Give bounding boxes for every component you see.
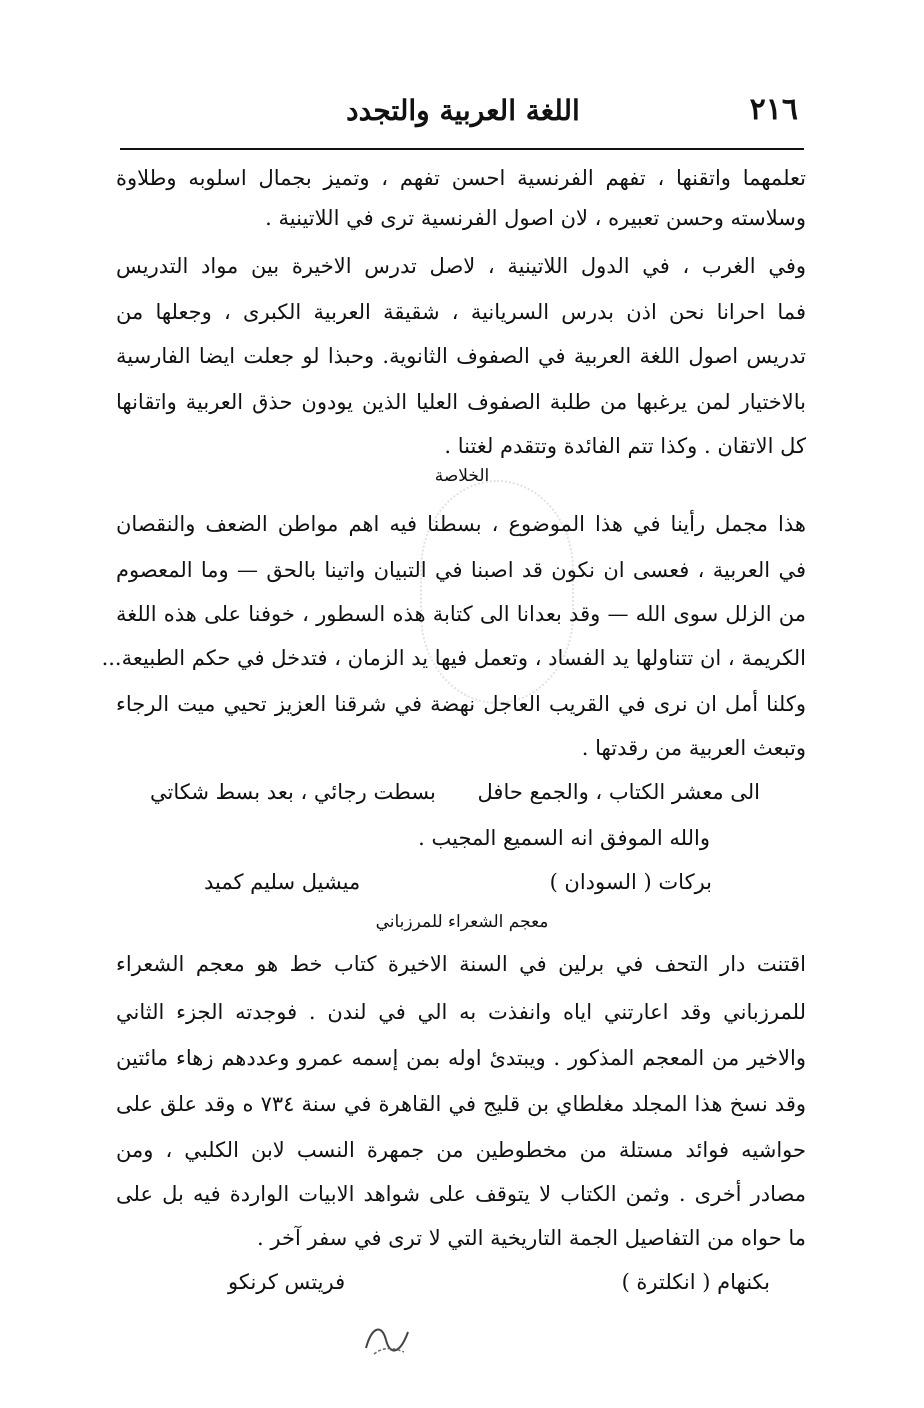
body-line: حواشيه فوائد مستلة من مخطوطين من جمهرة النسب لابن الكلبي ، ومن [116,1138,806,1162]
body-line: للمرزباني وقد اعارتني اياه وانفذت به الي في لندن . فوجدته الجزء الثاني [116,1000,806,1024]
body-line: وكلنا أمل ان نرى في القريب العاجل نهضة في شرقنا العزيز تحيي ميت الرجاء [116,692,806,716]
body-line: وتبعث العربية من رقدتها . [581,736,806,760]
body-line: هذا مجمل رأينا في هذا الموضوع ، بسطنا فيه اهم مواطن الضعف والنقصان [116,512,806,536]
body-line: بالاختيار لمن يرغبها من طلبة الصفوف العليا الذين يودون حذق العربية واتقانها [116,390,806,414]
body-line: ما حواه من التفاصيل الجمة التاريخية التي لا ترى في سفر آخر . [257,1226,806,1250]
body-line: وسلاسته وحسن تعبيره ، لان اصول الفرنسية ترى في اللاتينية . [265,206,806,230]
body-line: كل الاتقان . وكذا تتم الفائدة وتتقدم لغتنا . [444,434,806,458]
signature-place: بركات ( السودان ) [549,870,712,894]
verse-left-hemistich: بسطت رجائي ، بعد بسط شكاتي [150,780,436,804]
page-number: ٢١٦ [749,92,798,127]
verse-right-hemistich: الى معشر الكتاب ، والجمع حافل [477,780,760,804]
running-title: اللغة العربية والتجدد [346,94,580,127]
body-line: تعلمهما واتقنها ، تفهم الفرنسية احسن تفهم ، وتميز بجمال اسلوبه وطلاوة [116,166,806,190]
body-line: الكريمة ، ان تتناولها يد الفساد ، وتعمل فيها يد الزمان ، فتدخل في حكم الطبيعة... [101,646,806,670]
page-header [128,92,798,138]
conclusion-heading: الخلاصة [434,466,490,486]
body-line: وقد نسخ هذا المجلد مغلطاي بن قليج في القاهرة في سنة ٧٣٤ ه وقد علق على [116,1092,807,1116]
closing-line: والله الموفق انه السميع المجيب . [418,826,710,850]
section-heading: معجم الشعراء للمرزباني [375,912,549,932]
body-line: اقتنت دار التحف في برلين في السنة الاخيرة كتاب خط هو معجم الشعراء [116,952,806,976]
body-line: تدريس اصول اللغة العربية في الصفوف الثانوية. وحبذا لو جعلت ايضا الفارسية [116,344,806,368]
body-line: فما احرانا نحن اذن بدرس السريانية ، شقيقة العربية الكبرى ، وجعلها من [116,300,806,324]
header-rule [120,148,804,150]
signature-name: ميشيل سليم كميد [204,870,361,894]
body-line: في العربية ، فعسى ان نكون قد اصبنا في التبيان واتينا بالحق — وما المعصوم [116,558,806,582]
body-line: وفي الغرب ، في الدول اللاتينية ، لاصل تدرس الاخيرة بين مواد التدريس [116,254,806,278]
body-line: من الزلل سوى الله — وقد بعدانا الى كتابة هذه السطور ، خوفنا على هذه اللغة [116,602,806,626]
signature-name: فريتس كرنكو [228,1270,346,1294]
body-line: والاخير من المعجم المذكور . ويبتدئ اوله بمن إسمه عمرو وعددهم زهاء مائتين [116,1046,806,1070]
handwritten-mark-icon [360,1318,416,1360]
body-line: مصادر أخرى . وثمن الكتاب لا يتوقف على شواهد الابيات الواردة فيه بل على [116,1182,806,1206]
signature-place: بكنهام ( انكلترة ) [621,1270,770,1294]
